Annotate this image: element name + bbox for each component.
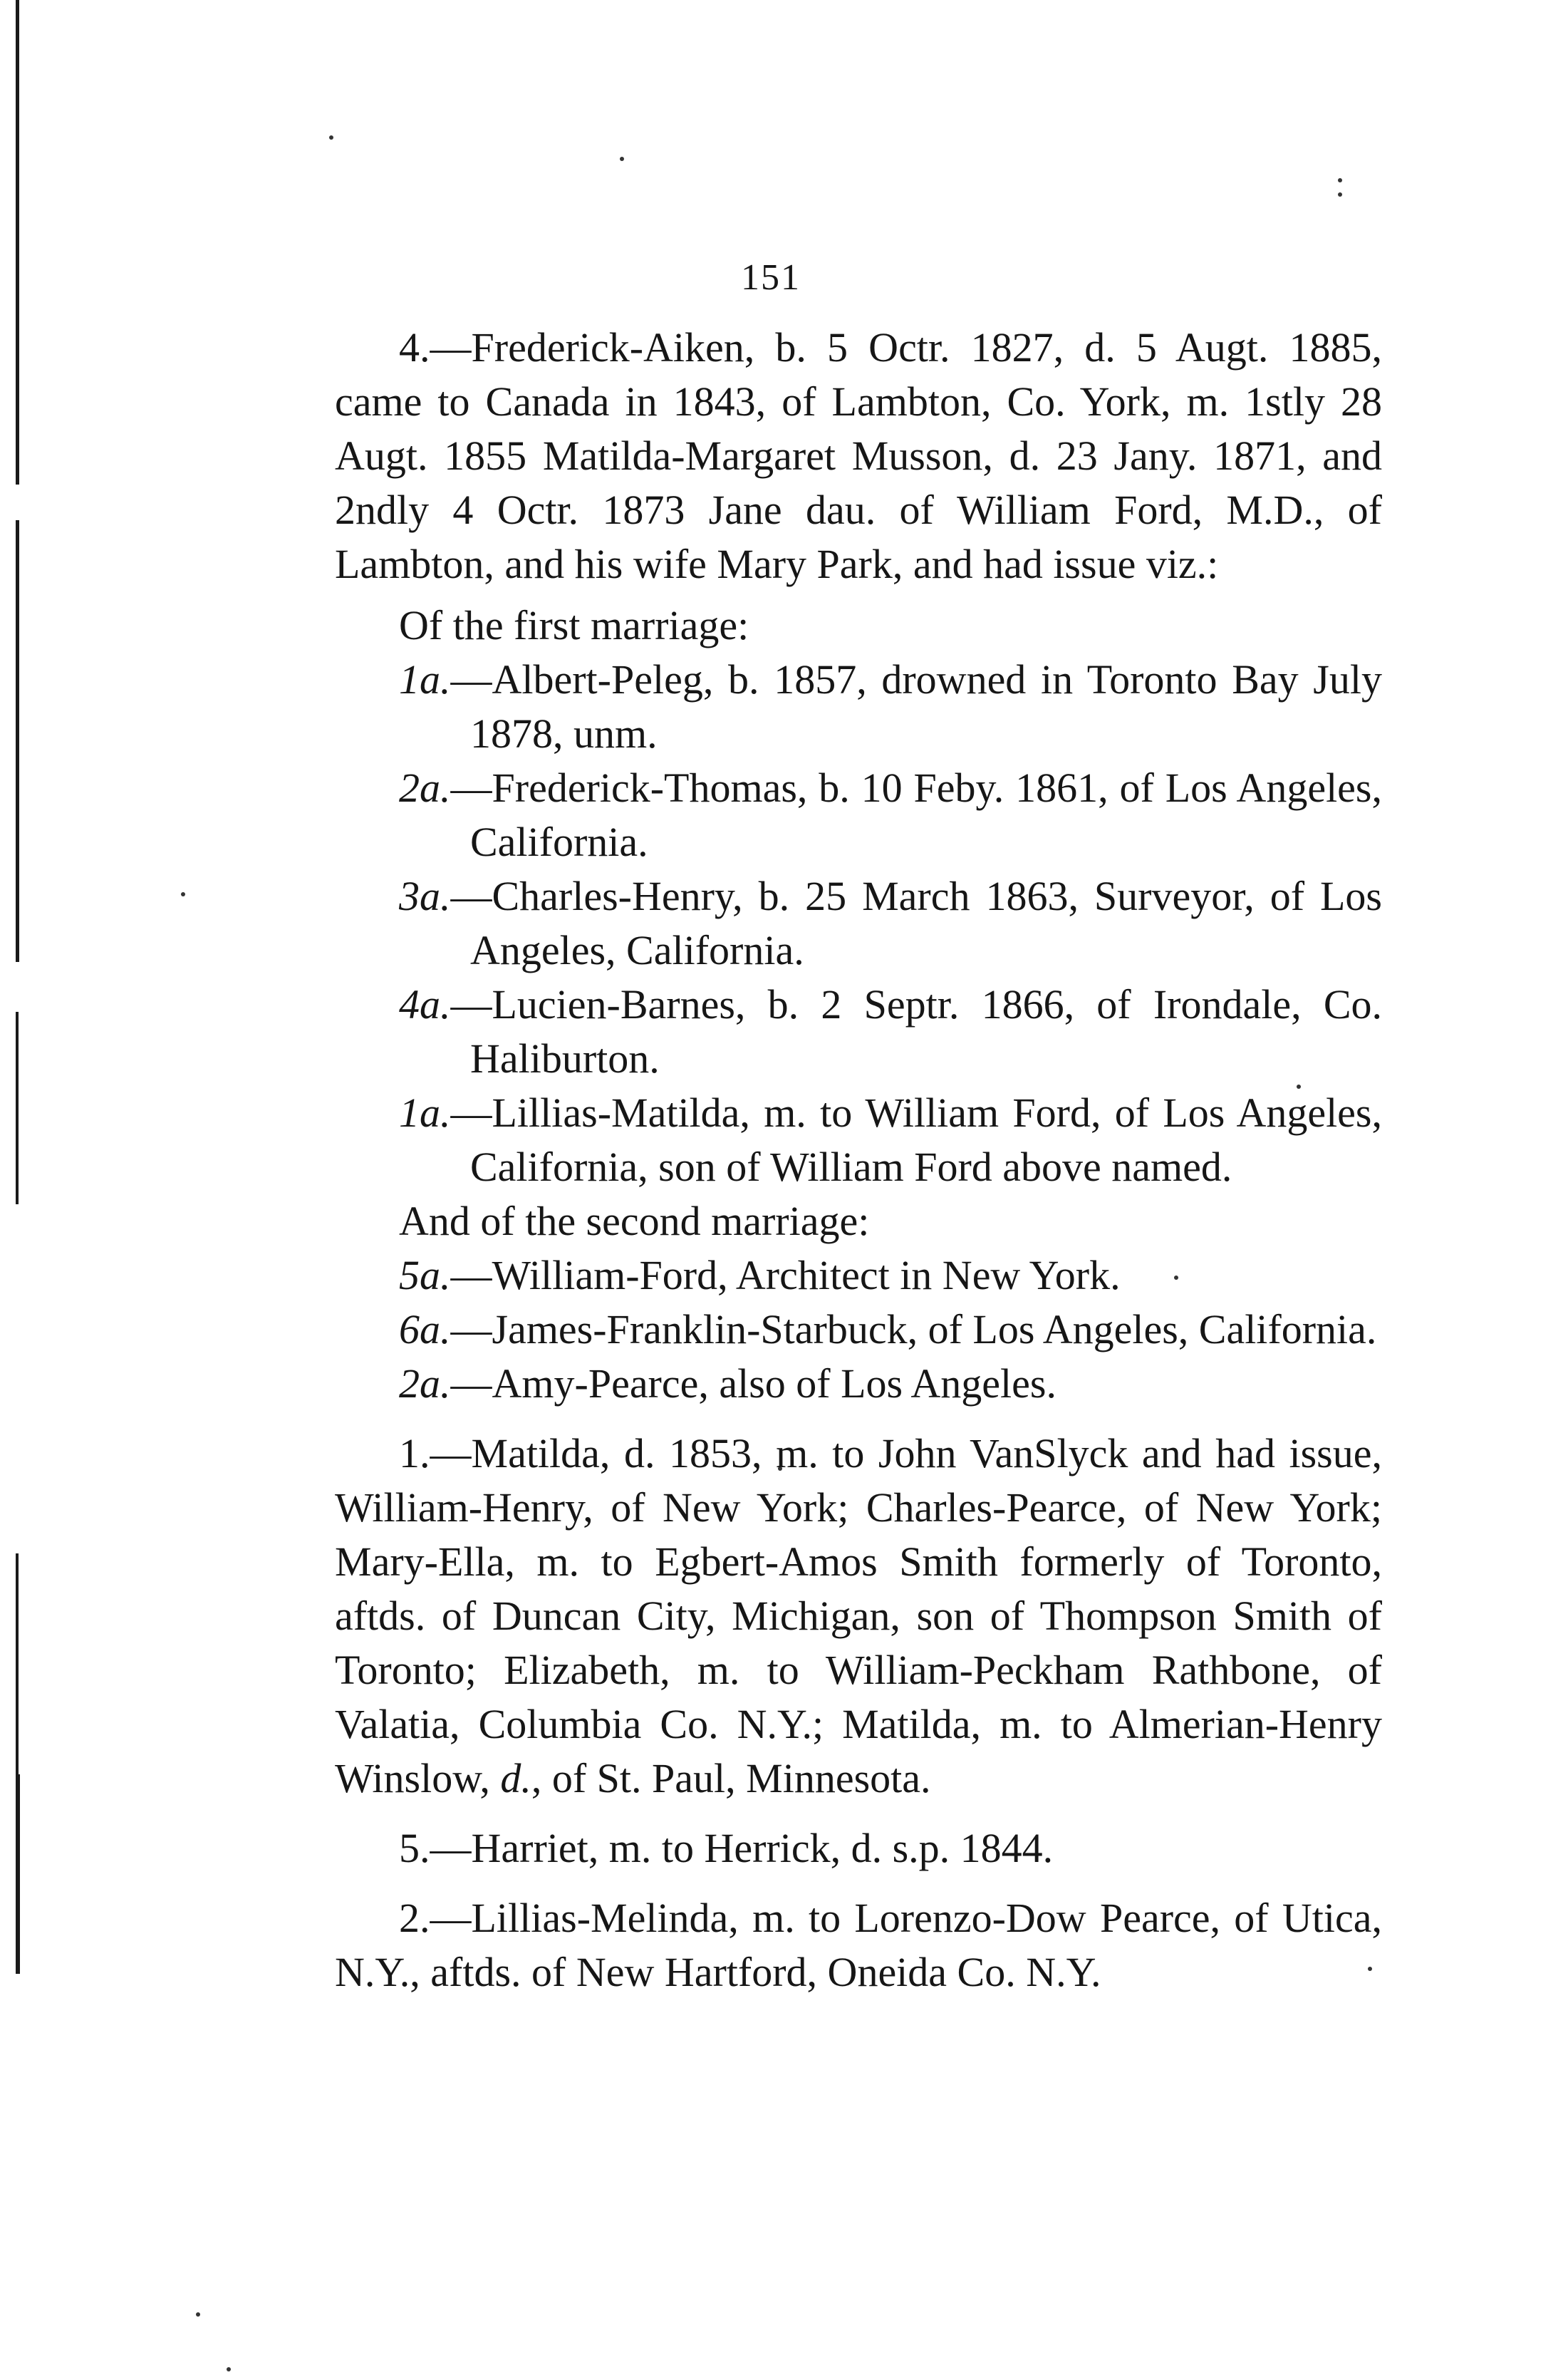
list-item: 2a.—Frederick-Thomas, b. 10 Feby. 1861, of Los Angeles, California.: [399, 765, 1382, 865]
paragraph-frederick-aiken: 4.—Frederick-Aiken, b. 5 Octr. 1827, d. 5 Augt. 1885, came to Canada in 1843, of Lambton, Co. York, m. 1stly 28 Augt. 1855 Matilda-Margaret Musson, d. 23 Jany. 1871, and 2ndly 4 Octr. 1873 Jane dau. of William Ford, M.D., of Lambton, and his wife Mary Park, and had issue viz.:: [335, 324, 1382, 587]
scan-speck: [227, 2367, 231, 2371]
list-item: 2a.—Amy-Pearce, also of Los Angeles.: [399, 1360, 1056, 1407]
scan-speck: [329, 135, 333, 140]
heading-second-marriage: And of the second marriage:: [399, 1198, 870, 1244]
scan-edge-line: [16, 1012, 19, 1204]
paragraph-harriet: 5.—Harriet, m. to Herrick, d. s.p. 1844.: [399, 1825, 1054, 1871]
list-item: 1a.—Lillias-Matilda, m. to William Ford, of Los Angeles, California, son of William Ford above named.: [399, 1090, 1382, 1190]
page-body: [335, 321, 1382, 1999]
scan-speck: [196, 2312, 200, 2317]
scan-edge-line: [16, 0, 19, 485]
scan-speck: [620, 157, 624, 161]
scan-speck: [1338, 192, 1342, 197]
list-item: 4a.—Lucien-Barnes, b. 2 Septr. 1866, of Irondale, Co. Haliburton.: [399, 981, 1382, 1082]
list-item: 5a.—William-Ford, Architect in New York.: [399, 1252, 1121, 1298]
heading-first-marriage: Of the first marriage:: [399, 602, 749, 648]
list-item: 6a.—James-Franklin-Starbuck, of Los Angeles, California.: [399, 1306, 1377, 1352]
paragraph-matilda: 1.—Matilda, d. 1853, m. to John VanSlyck and had issue, William-Henry, of New York; Charles-Pearce, of New York; Mary-Ella, m. to Egbert-Amos Smith formerly of Toronto, aftds. of Duncan City, Michigan, son of Thompson Smith of Toronto; Elizabeth, m. to William-Peckham Rathbone, of Valatia, Columbia Co. N.Y.; Matilda, m. to Almerian-Henry Winslow, d., of St. Paul, Minnesota.: [335, 1430, 1382, 1801]
scan-speck: [181, 892, 185, 896]
scan-speck: [1338, 178, 1342, 182]
list-item: 3a.—Charles-Henry, b. 25 March 1863, Surveyor, of Los Angeles, California.: [399, 873, 1382, 973]
list-item: 1a.—Albert-Peleg, b. 1857, drowned in Toronto Bay July 1878, unm.: [399, 656, 1382, 757]
paragraph-lillias-melinda: 2.—Lillias-Melinda, m. to Lorenzo-Dow Pearce, of Utica, N.Y., aftds. of New Hartford, Oneida Co. N.Y.: [335, 1895, 1382, 1995]
scan-edge-line: [16, 1774, 20, 1974]
scan-edge-line: [16, 520, 19, 962]
page-number: 151: [741, 257, 801, 298]
